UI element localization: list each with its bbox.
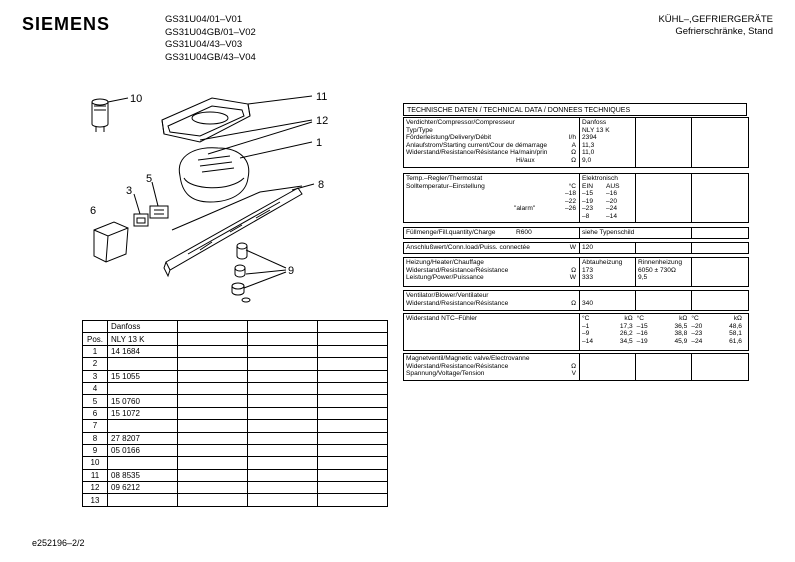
tech-label: Verdichter/Compressor/Compresseur [406,119,515,126]
part-number-cell [248,382,318,394]
tech-unit: –26 [564,205,576,213]
tech-label: Widerstand/Resistance/Résistance [406,266,509,274]
table-row [83,469,388,481]
part-number-cell [248,482,318,494]
tech-unit: Ω [571,266,576,274]
callout-6: 6 [90,205,97,217]
tech-compressor [403,117,749,168]
tech-value: EIN [582,182,593,190]
part-number-cell [248,494,318,506]
tech-unit: –22 [564,197,576,205]
ntc-cell: 61,6 [729,337,742,345]
tech-label: Heizung/Heater/Chauffage [406,259,484,266]
model-list [165,14,256,64]
part-number-cell: 15 1055 [108,370,178,382]
tech-thermostat [403,173,749,223]
compressor-part [179,148,248,202]
part-number-cell [318,345,388,357]
part-number-cell [108,457,178,469]
tech-unit: l/h [569,134,576,142]
part-number-cell [248,420,318,432]
part-number-cell [108,358,178,370]
tech-value: –23 [582,205,594,213]
tech-value: –8 [582,212,590,220]
callout-11: 11 [316,91,328,103]
tech-value: 6050 ± 730Ω [638,266,676,274]
part-number-cell [248,370,318,382]
ntc-cell: –14 [582,337,594,345]
tech-value: NLY 13 K [582,126,610,134]
part-number-cell [318,370,388,382]
tech-title: TECHNISCHE DATEN / TECHNICAL DATA / DONNEES TECHNIQUES [403,103,747,116]
model-line: GS31U04GB/01–V02 [165,26,256,38]
part-number-cell [248,432,318,444]
tech-charge [403,227,749,239]
tech-value: Danfoss [582,119,607,126]
part-number-cell [178,482,248,494]
category-label [658,14,773,38]
tech-unit: °C [568,182,576,190]
ntc-cell: –1 [582,322,590,330]
pos-cell: 12 [83,482,108,494]
brand-logo: SIEMENS [22,14,111,34]
table-row [83,432,388,444]
part-number-cell: 27 8207 [108,432,178,444]
tech-fan [403,290,749,311]
pos-cell: 6 [83,407,108,419]
pos-cell: 11 [83,469,108,481]
tech-value: –19 [582,197,594,205]
tech-value: Rinnenheizung [638,259,682,266]
tech-value: 340 [582,299,594,307]
tech-label: Ventilator/Blower/Ventilateur [406,292,489,299]
tech-connection [403,242,749,254]
ntc-cell: 26,2 [619,330,633,338]
part-number-cell [318,407,388,419]
tech-labels [404,174,580,222]
tech-label: Typ/Type [406,126,433,134]
table-header-pos: Pos. [83,333,108,345]
pos-cell: 3 [83,370,108,382]
part-number-cell [178,370,248,382]
part-number-cell [318,382,388,394]
callout-5: 5 [146,173,153,185]
tech-label: Hi/aux [516,156,535,164]
ntc-cell: 58,1 [729,330,742,338]
part-number-cell [318,469,388,481]
terminal-box-part [94,222,128,262]
part-number-cell [318,420,388,432]
tech-unit [569,127,576,135]
document-code: e252196–2/2 [32,538,85,548]
part-number-cell: 15 1072 [108,407,178,419]
tech-unit: A [571,141,576,149]
ntc-cell: 17,3 [619,322,633,330]
table-row [83,494,388,506]
ntc-cell: –24 [691,337,703,345]
tech-value: 11,0 [582,149,595,157]
table-cell: NLY 13 K [108,333,178,345]
ntc-cell: 38,8 [674,330,688,338]
tech-value: –14 [606,212,618,220]
table-cell: Danfoss [108,321,178,333]
drip-tray-part [162,98,250,142]
part-number-cell [248,345,318,357]
part-number-cell [318,358,388,370]
tech-value: –16 [606,190,618,198]
tech-value: Abtauheizung [582,259,623,266]
parts-table [82,320,388,507]
table-row [83,370,388,382]
callout-9: 9 [288,265,295,277]
tech-label: Widerstand NTC–Fühler [406,315,478,322]
part-number-cell [318,432,388,444]
table-cell [83,321,108,333]
callout-12: 12 [316,115,329,127]
part-number-cell: 14 1684 [108,345,178,357]
pos-cell: 7 [83,420,108,432]
ntc-cell: 45,9 [674,337,688,345]
mounting-rail-part [164,186,302,276]
category-line: KÜHL–,GEFRIERGERÄTE [658,14,773,25]
tech-valve [403,353,749,381]
part-number-cell [318,457,388,469]
pos-cell: 9 [83,444,108,456]
ntc-row [582,323,746,331]
table-cell [248,321,318,333]
model-line: GS31U04GB/43–V04 [165,51,256,63]
pos-cell: 2 [83,358,108,370]
ntc-cell: °C [691,315,699,322]
table-row [83,407,388,419]
part-number-cell [248,444,318,456]
tech-unit: –18 [564,190,576,198]
exploded-diagram [80,82,340,307]
callout-1: 1 [316,137,323,149]
ntc-cell: –15 [636,322,648,330]
tech-unit: W [569,244,576,251]
part-number-cell [318,444,388,456]
part-number-cell [318,395,388,407]
tech-label: Magnetventil/Magnetic valve/Electrovanne [406,355,530,362]
tech-label: Anschlußwert/Conn.load/Puiss. connectée [406,244,530,251]
tech-label: Spannung/Voltage/Tension [406,370,485,378]
tech-heater [403,257,749,287]
part-number-cell [178,382,248,394]
part-number-cell [108,420,178,432]
callout-10: 10 [130,93,143,105]
tech-value: 173 [582,266,594,274]
tech-unit: V [571,370,576,378]
part-number-cell: 08 8535 [108,469,178,481]
tech-value: Elektronisch [582,175,618,182]
tech-value: –24 [606,205,618,213]
tech-value: 333 [582,274,594,282]
table-row [83,333,388,345]
tech-value: 11,3 [582,141,595,149]
table-row [83,321,388,333]
tech-ntc [403,313,749,351]
tech-value: siehe Typenschild [582,229,635,236]
table-row [83,382,388,394]
tech-value: 9,0 [582,156,592,164]
part-number-cell: 05 0166 [108,444,178,456]
ntc-cell: 48,6 [729,322,742,330]
ntc-cell: °C [636,315,645,322]
tech-label: Temp.–Regler/Thermostat [406,175,483,182]
part-number-cell [318,482,388,494]
part-number-cell [248,457,318,469]
table-cell [178,333,248,345]
ntc-cell: kΩ [679,315,688,322]
part-number-cell [178,432,248,444]
part-number-cell [108,382,178,394]
ntc-cell: 34,5 [619,337,633,345]
tech-labels [404,118,580,167]
pos-cell: 4 [83,382,108,394]
part-number-cell: 09 6212 [108,482,178,494]
tech-label: Widerstand/Resistance/Résistance [406,362,509,370]
model-line: GS31U04/43–V03 [165,39,243,50]
tech-label: Anlaufstrom/Starting current/Cour de démarrage [406,141,548,149]
grommet-part [232,243,250,302]
tech-unit: W [569,274,576,282]
part-number-cell [108,494,178,506]
pos-cell: 10 [83,457,108,469]
relay-part [134,214,148,226]
category-line: Gefrierschränke, Stand [675,26,773,37]
ntc-cell: kΩ [624,315,633,322]
tech-value: AUS [606,182,620,190]
table-cell [318,321,388,333]
tech-unit: Ω [571,149,576,157]
table-cell [318,333,388,345]
pos-cell: 13 [83,494,108,506]
tech-values [580,174,636,222]
part-number-cell [178,457,248,469]
tech-label: Widerstand/Resistance/Résistance Ha/main/prin [406,149,548,157]
part-number-cell [248,358,318,370]
ntc-row [582,338,746,346]
part-number-cell [248,469,318,481]
tech-unit: Ω [571,156,576,164]
ntc-cell: kΩ [733,315,742,322]
ntc-cell: °C [582,315,590,322]
model-line: GS31U04/01–V01 [165,14,243,25]
tech-unit: Ω [571,299,576,307]
ntc-cell: –9 [582,330,590,338]
table-row [83,395,388,407]
part-number-cell: 15 0760 [108,395,178,407]
tech-label: Füllmenge/Fill.quantity/Charge [406,229,496,236]
tech-value: –20 [606,197,618,205]
part-number-cell [178,420,248,432]
part-number-cell [178,345,248,357]
ntc-cell: –16 [636,330,648,338]
part-number-cell [318,494,388,506]
pos-cell: 5 [83,395,108,407]
part-number-cell [178,494,248,506]
part-number-cell [178,358,248,370]
tech-units [565,175,576,213]
tech-value: –15 [582,190,594,198]
ntc-cell: 36,5 [674,322,688,330]
table-row [83,345,388,357]
table-row [83,457,388,469]
tech-unit [569,119,576,127]
tech-label: "alarm" [514,205,536,213]
part-number-cell [248,395,318,407]
tech-label: Widerstand/Resistance/Résistance [406,299,509,307]
tech-value: 120 [582,244,594,251]
pos-cell: 1 [83,345,108,357]
callout-8: 8 [318,179,325,191]
tech-unit: Ω [571,362,576,370]
table-row [83,420,388,432]
table-row [83,444,388,456]
pos-cell: 8 [83,432,108,444]
table-row [83,482,388,494]
part-number-cell [178,469,248,481]
tech-label: Solltemperatur–Einstellung [406,182,485,190]
capacitor-part [92,99,108,132]
tech-label: Leistung/Power/Puissance [406,274,484,282]
table-row [83,358,388,370]
part-number-cell [248,407,318,419]
tech-values [580,118,636,167]
tech-value: 2394 [582,134,597,142]
ntc-grid [580,314,748,350]
tech-label: R600 [516,229,532,236]
ntc-cell: –19 [636,337,648,345]
part-number-cell [178,395,248,407]
table-cell [248,333,318,345]
ntc-cell: –20 [691,322,703,330]
part-number-cell [178,444,248,456]
ntc-row [582,330,746,338]
ntc-row [582,315,746,323]
ntc-cell: –23 [691,330,703,338]
callout-3: 3 [126,185,133,197]
tech-value: 9,5 [638,274,648,282]
overload-part [150,206,168,218]
table-cell [178,321,248,333]
part-number-cell [178,407,248,419]
tech-label: Förderleistung/Delivery/Débit [406,134,492,142]
tech-units [569,119,576,165]
